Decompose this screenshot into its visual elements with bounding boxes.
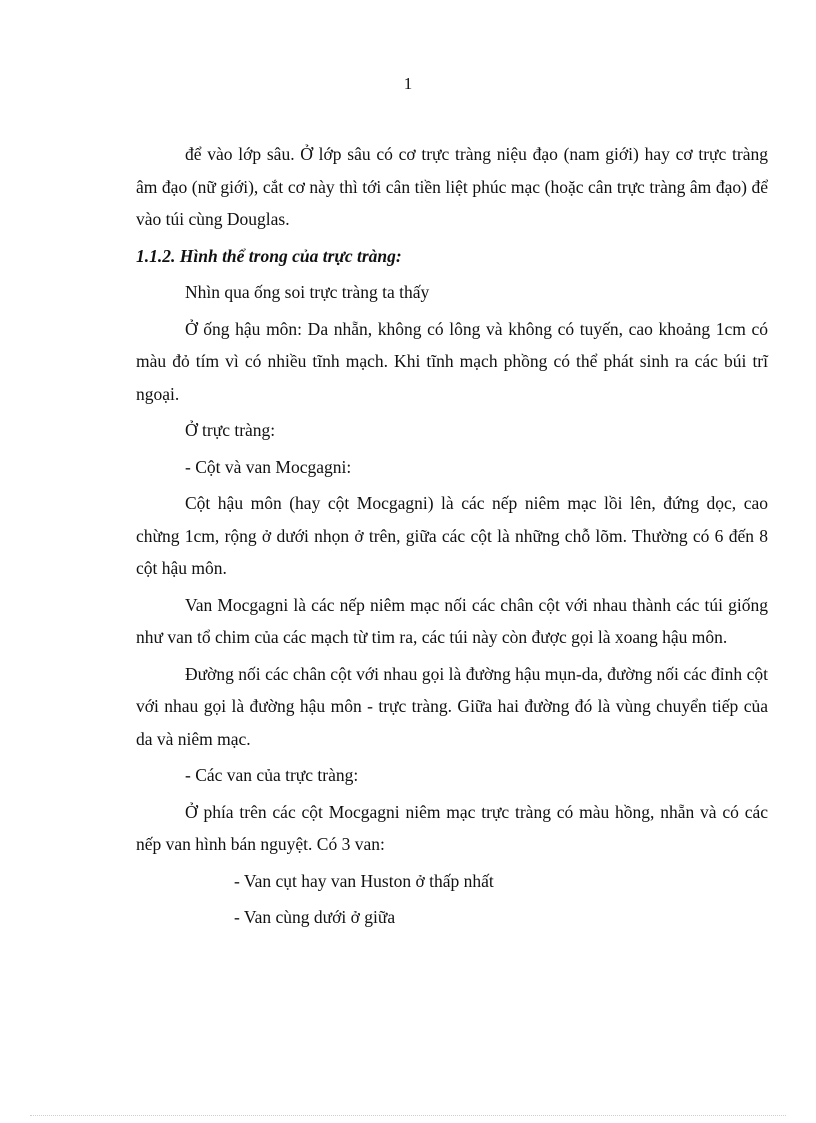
footer-divider — [30, 1115, 786, 1116]
list-item-rectal-valves: - Các van của trực tràng: — [185, 765, 359, 785]
section-heading: 1.1.2. Hình thể trong của trực tràng: — [136, 245, 402, 266]
paragraph-rectum-layers: để vào lớp sâu. Ở lớp sâu có cơ trực tràng niệu đạo (nam giới) hay cơ trực tràng âm đạo (nữ giới), cắt cơ này thì tới cân tiền liệt phúc mạc (hoặc cân trực tràng âm đạo) để vào túi cùng Douglas. — [136, 144, 768, 229]
paragraph-morgagni-valves: Van Mocgagni là các nếp niêm mạc nối các chân cột với nhau thành các túi giống như van tổ chim của các mạch từ tim ra, các túi này còn được gọi là xoang hậu môn. — [136, 594, 768, 647]
paragraph-intro-scope: Nhìn qua ống soi trực tràng ta thấy — [185, 282, 430, 302]
paragraph-junction-lines: Đường nối các chân cột với nhau gọi là đường hậu mụn-da, đường nối các đỉnh cột với nhau gọi là đường hậu môn - trực tràng. Giữa hai đường đó là vùng chuyển tiếp của da và niêm mạc. — [136, 663, 768, 749]
page-number: 1 — [403, 74, 413, 93]
paragraph-anal-columns: Cột hậu môn (hay cột Mocgagni) là các nếp niêm mạc lồi lên, đứng dọc, cao chừng 1cm, rộng ở dưới nhọn ở trên, giữa các cột là những chỗ lõm. Thường có 6 đến 8 cột hậu môn. — [136, 493, 768, 578]
paragraph-rectal-mucosa: Ở phía trên các cột Mocgagni niêm mạc trực tràng có màu hồng, nhẵn và có các nếp van hình bán nguyệt. Có 3 van: — [136, 801, 768, 854]
body-text — [136, 138, 768, 934]
list-item-valve-huston: - Van cụt hay van Huston ở thấp nhất — [234, 870, 494, 891]
list-item-columns-valves: - Cột và van Mocgagni: — [185, 456, 352, 477]
paragraph-rectum-label: Ở trực tràng: — [185, 420, 276, 440]
list-item-valve-middle: - Van cùng dưới ở giữa — [234, 907, 396, 927]
paragraph-anal-canal: Ở ống hậu môn: Da nhẵn, không có lông và không có tuyến, cao khoảng 1cm có màu đỏ tím vì có nhiều tĩnh mạch. Khi tĩnh mạch phồng có thể phát sinh ra các búi trĩ ngoại. — [136, 318, 768, 404]
